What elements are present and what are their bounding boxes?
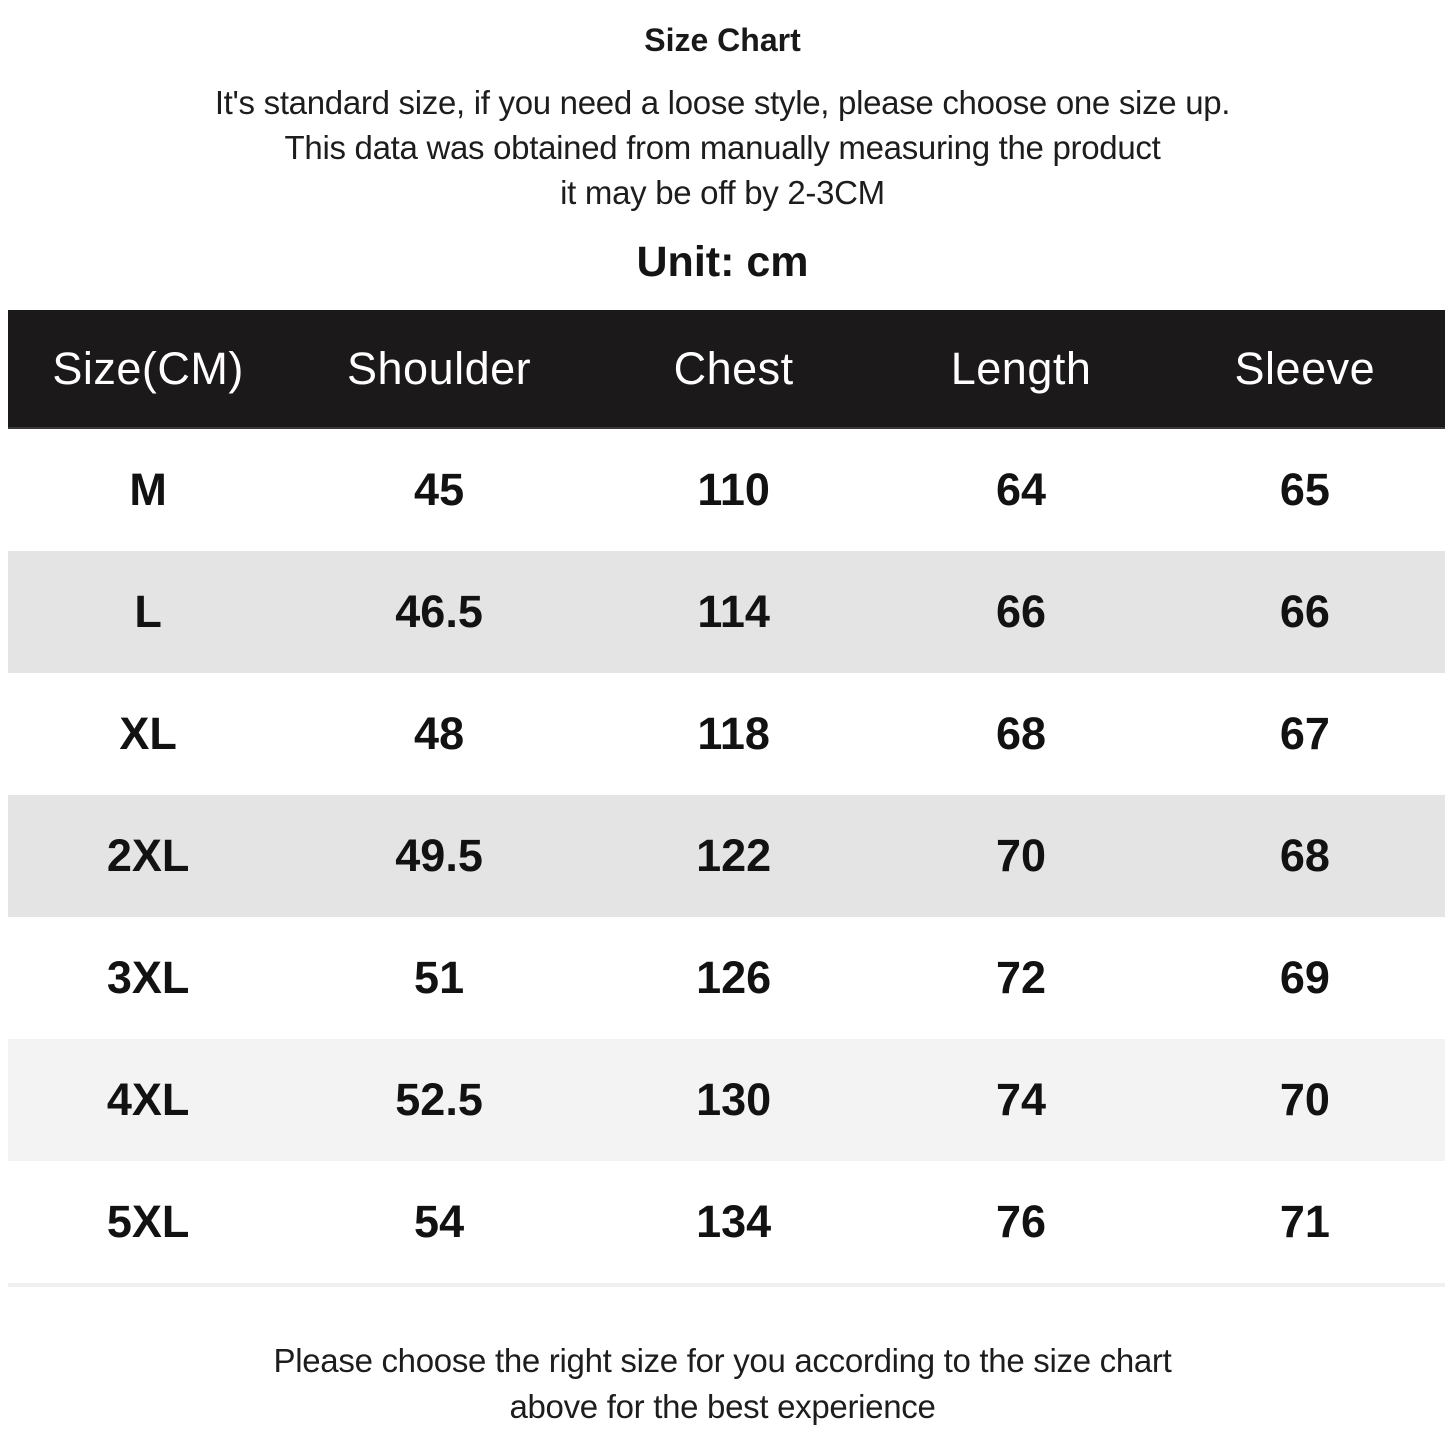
- intro-line-2: This data was obtained from manually measuring the product: [284, 129, 1161, 166]
- intro-text: [0, 80, 1445, 215]
- value-cell: 51: [414, 952, 465, 1003]
- value-cell: 134: [696, 1196, 772, 1247]
- header-cell-shoulder: Shoulder: [347, 342, 532, 394]
- value-cell: 74: [996, 1074, 1047, 1125]
- footer-line-1: Please choose the right size for you according to the size chart: [273, 1342, 1172, 1379]
- unit-label: Unit: cm: [636, 238, 809, 286]
- value-cell: 67: [1279, 708, 1330, 759]
- value-cell: 130: [696, 1074, 772, 1125]
- table-body: [8, 429, 1445, 1283]
- table-row: [8, 551, 1445, 673]
- size-cell: XL: [119, 708, 177, 759]
- table-row: [8, 1161, 1445, 1283]
- header-cell-sleeve: Sleeve: [1234, 342, 1376, 394]
- value-cell: 48: [414, 708, 465, 759]
- intro-line-3: it may be off by 2-3CM: [560, 174, 885, 211]
- value-cell: 69: [1279, 952, 1330, 1003]
- table-row: [8, 1039, 1445, 1161]
- value-cell: 114: [697, 586, 770, 637]
- size-cell: 2XL: [106, 830, 190, 881]
- footer-line-2: above for the best experience: [509, 1388, 936, 1425]
- table-row: [8, 917, 1445, 1039]
- size-table: [8, 310, 1445, 1283]
- size-cell: L: [134, 586, 162, 637]
- size-cell: 4XL: [106, 1074, 190, 1125]
- table-row: [8, 429, 1445, 551]
- value-cell: 126: [696, 952, 772, 1003]
- value-cell: 118: [697, 708, 770, 759]
- table-bottom-edge: [8, 1283, 1445, 1287]
- value-cell: 70: [1279, 1074, 1330, 1125]
- table-row: [8, 673, 1445, 795]
- value-cell: 64: [996, 464, 1047, 515]
- value-cell: 68: [1279, 830, 1330, 881]
- value-cell: 54: [414, 1196, 465, 1247]
- value-cell: 66: [1279, 586, 1330, 637]
- value-cell: 110: [697, 464, 770, 515]
- table-row: [8, 795, 1445, 917]
- value-cell: 76: [996, 1196, 1047, 1247]
- value-cell: 72: [996, 952, 1047, 1003]
- value-cell: 71: [1279, 1196, 1330, 1247]
- intro-line-1: It's standard size, if you need a loose style, please choose one size up.: [214, 84, 1231, 121]
- value-cell: 65: [1279, 464, 1330, 515]
- size-cell: 5XL: [106, 1196, 190, 1247]
- value-cell: 70: [996, 830, 1047, 881]
- value-cell: 52.5: [395, 1074, 483, 1125]
- value-cell: 66: [996, 586, 1047, 637]
- header-cell-length: Length: [950, 342, 1092, 394]
- footer-note: [0, 1338, 1445, 1430]
- header-cell-chest: Chest: [673, 342, 794, 394]
- table-header-row: [8, 310, 1445, 429]
- value-cell: 49.5: [395, 830, 483, 881]
- value-cell: 122: [696, 830, 772, 881]
- value-cell: 45: [414, 464, 465, 515]
- value-cell: 68: [996, 708, 1047, 759]
- value-cell: 46.5: [395, 586, 483, 637]
- page-title: Size Chart: [644, 22, 801, 58]
- header-cell-size: Size(CM): [52, 342, 244, 394]
- size-cell: M: [129, 464, 167, 515]
- size-cell: 3XL: [106, 952, 190, 1003]
